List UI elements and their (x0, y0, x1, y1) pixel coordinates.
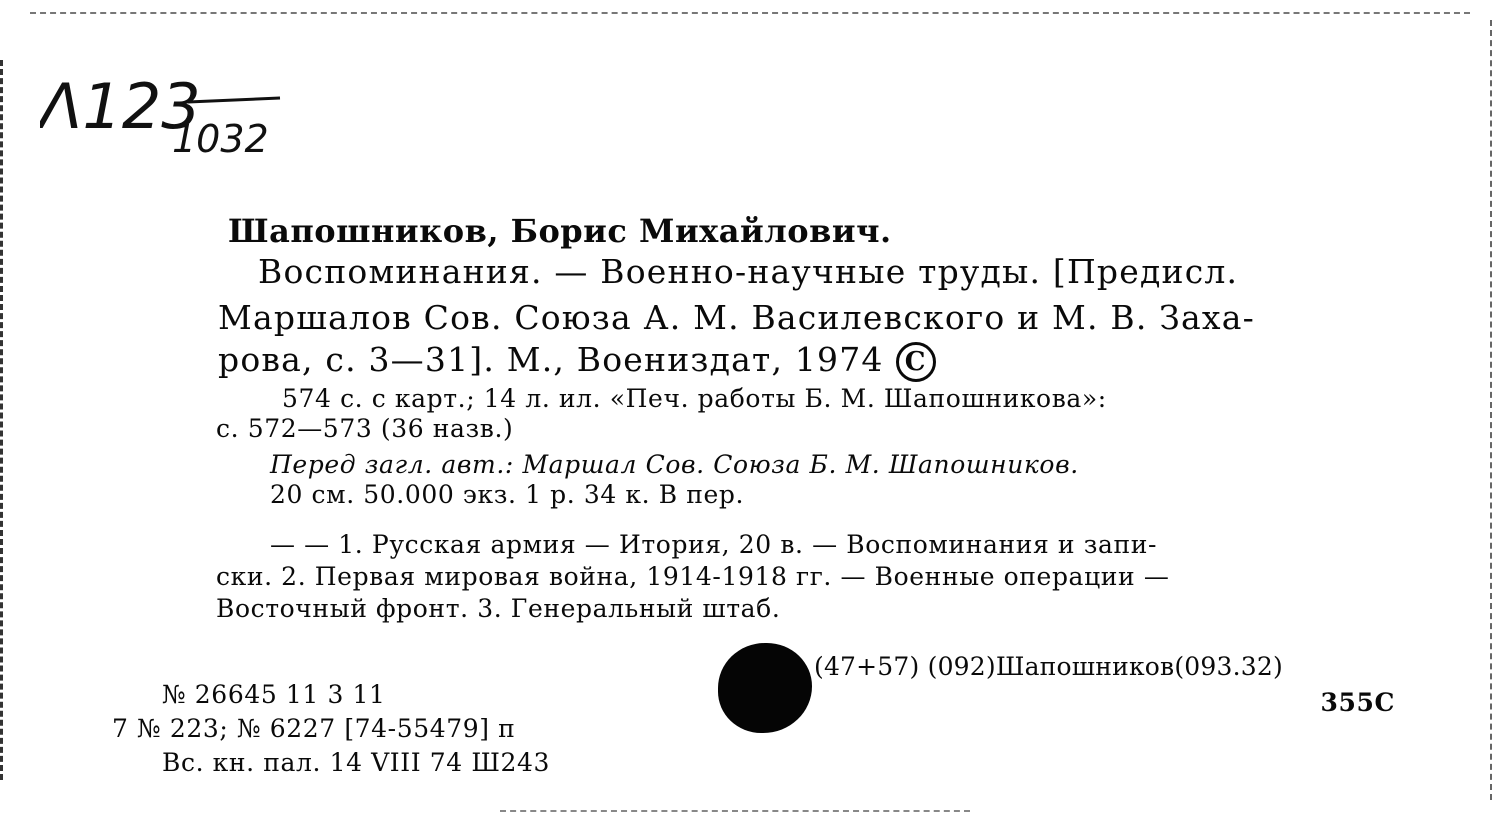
subject-line-3: Восточный фронт. 3. Генеральный штаб. (216, 594, 781, 623)
physical-line-1: 574 с. с карт.; 14 л. ил. «Печ. работы Б. М. Шапошникова»: (282, 384, 1107, 413)
edition-line: 20 см. 50.000 экз. 1 р. 34 к. В пер. (270, 480, 745, 509)
shelfmark-main: Λ123 (40, 70, 201, 143)
classification-code: (47+57) (092)Шапошников(093.32) (814, 652, 1283, 681)
card-top-edge (30, 12, 1470, 14)
author-heading: Шапошников, Борис Михайлович. (228, 212, 892, 250)
card-left-edge (0, 60, 3, 780)
title-line-3 (218, 340, 936, 382)
title-line-2: Маршалов Сов. Союза А. М. Василевского и М. В. Заха- (218, 298, 1255, 337)
card-bottom-edge (500, 810, 970, 812)
ink-blot (718, 643, 812, 733)
handwritten-shelfmark (40, 60, 310, 160)
card-right-edge (1490, 20, 1492, 800)
shelfmark-sub: 1032 (172, 117, 269, 160)
physical-line-2: с. 572—573 (36 назв.) (216, 414, 514, 443)
author-code: 355С (1320, 688, 1395, 717)
subject-line-2: ски. 2. Первая мировая война, 1914-1918 гг. — Военные операции — (216, 562, 1170, 591)
registry-line-2: 7 № 223; № 6227 [74-55479] п (112, 714, 516, 743)
copyright-icon: C (896, 342, 936, 382)
registry-line-3: Вс. кн. пал. 14 VIII 74 Ш243 (162, 748, 550, 777)
shelfmark-fraction-line (188, 98, 280, 102)
subject-line-1: — — 1. Русская армия — Итория, 20 в. — Воспоминания и запи- (270, 530, 1158, 559)
registry-line-1: № 26645 11 3 11 (162, 680, 386, 709)
note-line: Перед загл. авт.: Маршал Сов. Союза Б. М. Шапошников. (270, 450, 1079, 479)
title-line-3-text: рова, с. 3—31]. М., Воениздат, 1974 (218, 340, 884, 379)
title-line-1: Воспоминания. — Военно-научные труды. [Предисл. (258, 252, 1239, 291)
